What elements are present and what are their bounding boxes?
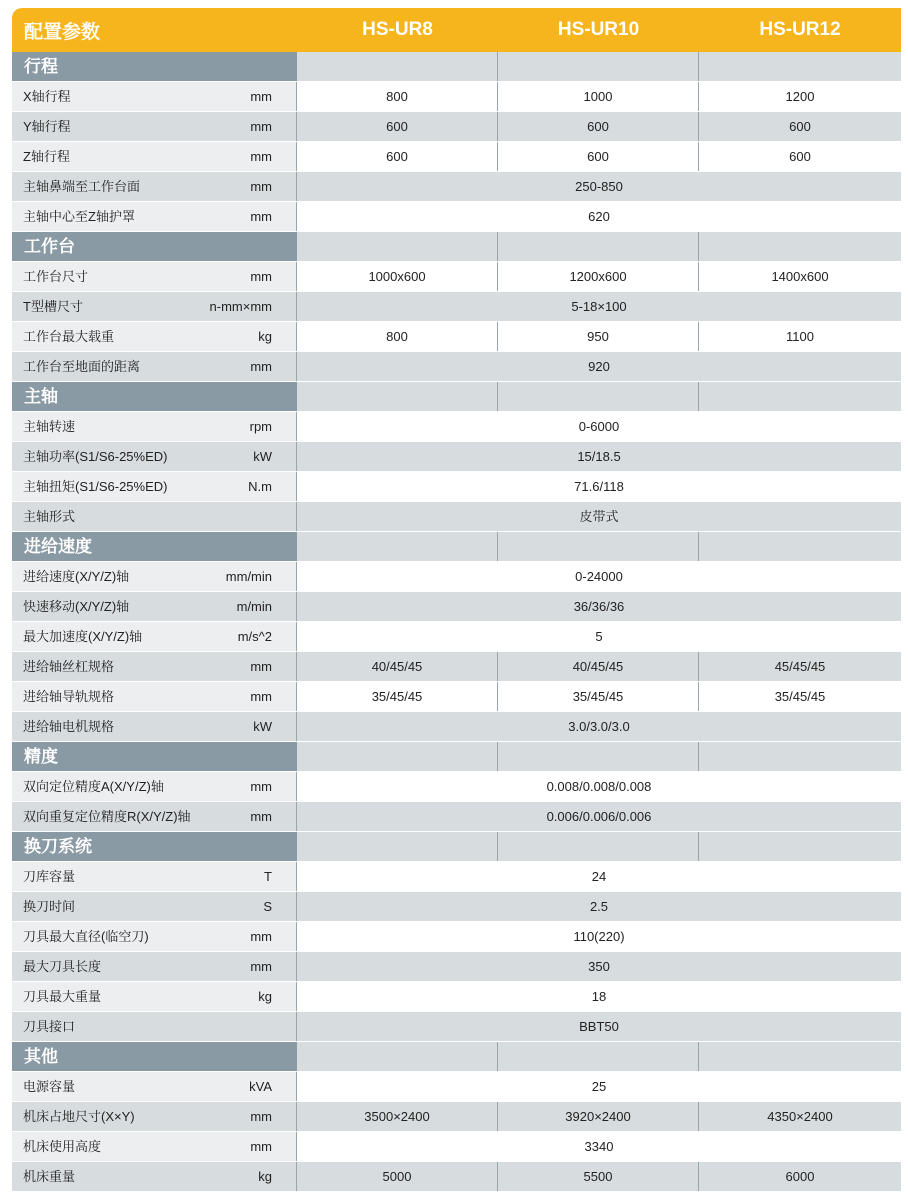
section-header xyxy=(12,232,901,262)
table-row xyxy=(12,772,901,802)
value-cell: 1200 xyxy=(699,82,901,111)
parameter-unit: kVA xyxy=(249,1079,272,1094)
row-values xyxy=(297,82,901,111)
parameter-name: 工作台尺寸 xyxy=(23,269,89,284)
section-header-cell xyxy=(297,742,498,771)
value-cell: 35/45/45 xyxy=(297,682,498,711)
row-values xyxy=(297,1012,901,1041)
table-row xyxy=(12,412,901,442)
row-values xyxy=(297,772,901,801)
row-label xyxy=(12,172,297,201)
table-row xyxy=(12,622,901,652)
section-header-cell xyxy=(498,742,699,771)
row-label xyxy=(12,592,297,621)
table-row xyxy=(12,1012,901,1042)
row-label xyxy=(12,1012,297,1041)
row-label xyxy=(12,352,297,381)
table-row xyxy=(12,472,901,502)
table-row xyxy=(12,1162,901,1192)
value-cell: 1400x600 xyxy=(699,262,901,291)
parameter-unit: rpm xyxy=(249,419,272,434)
row-values xyxy=(297,322,901,351)
row-values xyxy=(297,262,901,291)
row-label xyxy=(12,322,297,351)
value-cell: 40/45/45 xyxy=(498,652,699,681)
parameter-unit: mm xyxy=(250,1139,272,1154)
parameter-unit: mm xyxy=(250,809,272,824)
parameter-name: 主轴转速 xyxy=(23,419,76,434)
parameter-name: 机床占地尺寸(X×Y) xyxy=(23,1109,135,1124)
value-cell: 600 xyxy=(498,142,699,171)
row-values xyxy=(297,982,901,1011)
parameter-unit: mm xyxy=(250,179,272,194)
section-header-fill xyxy=(297,232,901,261)
value-cell: 800 xyxy=(297,82,498,111)
section-header xyxy=(12,532,901,562)
table-row xyxy=(12,172,901,202)
table-row xyxy=(12,1132,901,1162)
table-row xyxy=(12,322,901,352)
value-cell: 35/45/45 xyxy=(699,682,901,711)
section-header-cell xyxy=(297,832,498,861)
row-values xyxy=(297,1072,901,1101)
row-label xyxy=(12,682,297,711)
table-row xyxy=(12,142,901,172)
value-cell-merged: 皮带式 xyxy=(297,502,901,531)
table-row xyxy=(12,952,901,982)
table-row xyxy=(12,1072,901,1102)
section-header-fill xyxy=(297,832,901,861)
value-cell: 600 xyxy=(498,112,699,141)
row-label xyxy=(12,802,297,831)
value-cell-merged: 15/18.5 xyxy=(297,442,901,471)
parameter-name: 刀具接口 xyxy=(23,1019,76,1034)
section-title: 行程 xyxy=(12,52,297,81)
table-row xyxy=(12,862,901,892)
section-header-cell xyxy=(498,52,699,81)
value-cell: 5000 xyxy=(297,1162,498,1191)
parameter-unit: T xyxy=(264,869,272,884)
row-values xyxy=(297,172,901,201)
table-title: 配置参数 xyxy=(24,21,101,43)
section-header-cell xyxy=(699,382,901,411)
row-values xyxy=(297,862,901,891)
table-row xyxy=(12,262,901,292)
row-values xyxy=(297,952,901,981)
section-header-cell xyxy=(297,1042,498,1071)
table-row xyxy=(12,202,901,232)
row-values xyxy=(297,592,901,621)
row-values xyxy=(297,562,901,591)
section-header-fill xyxy=(297,532,901,561)
row-values xyxy=(297,202,901,231)
row-label xyxy=(12,982,297,1011)
parameter-unit: N.m xyxy=(248,479,272,494)
section-header xyxy=(12,1042,901,1072)
row-label xyxy=(12,1102,297,1131)
parameter-name: 主轴中心至Z轴护罩 xyxy=(23,209,135,224)
row-values xyxy=(297,652,901,681)
section-header-cell xyxy=(498,382,699,411)
table-row xyxy=(12,712,901,742)
row-label xyxy=(12,112,297,141)
section-header-cell xyxy=(699,52,901,81)
section-title: 换刀系统 xyxy=(12,832,297,861)
value-cell: 1200x600 xyxy=(498,262,699,291)
section-header-cell xyxy=(297,532,498,561)
table-row xyxy=(12,112,901,142)
value-cell: 40/45/45 xyxy=(297,652,498,681)
parameter-name: 刀具最大重量 xyxy=(23,989,102,1004)
parameter-name: 工作台至地面的距离 xyxy=(23,359,141,374)
value-cell-merged: 36/36/36 xyxy=(297,592,901,621)
row-label xyxy=(12,412,297,441)
parameter-unit: mm xyxy=(250,359,272,374)
parameter-unit: mm xyxy=(250,929,272,944)
row-values xyxy=(297,412,901,441)
row-values xyxy=(297,892,901,921)
table-body xyxy=(12,52,901,1192)
row-values xyxy=(297,442,901,471)
value-cell: 45/45/45 xyxy=(699,652,901,681)
parameter-name: 主轴扭矩(S1/S6-25%ED) xyxy=(23,479,168,494)
section-title: 其他 xyxy=(12,1042,297,1071)
value-cell: 3920×2400 xyxy=(498,1102,699,1131)
value-cell-merged: 620 xyxy=(297,202,901,231)
parameter-unit: S xyxy=(263,899,272,914)
section-header-fill xyxy=(297,1042,901,1071)
row-values xyxy=(297,112,901,141)
value-cell-merged: 24 xyxy=(297,862,901,891)
section-title: 精度 xyxy=(12,742,297,771)
section-header-cell xyxy=(498,532,699,561)
row-label xyxy=(12,562,297,591)
section-header-cell xyxy=(699,232,901,261)
table-row xyxy=(12,892,901,922)
value-cell: 5500 xyxy=(498,1162,699,1191)
parameter-name: 快速移动(X/Y/Z)轴 xyxy=(23,599,130,614)
parameter-unit: m/s^2 xyxy=(237,629,272,644)
value-cell-merged: 3.0/3.0/3.0 xyxy=(297,712,901,741)
value-cell-merged: 5 xyxy=(297,622,901,651)
parameter-unit: mm xyxy=(250,689,272,704)
parameter-unit: mm xyxy=(250,89,272,104)
model-hs-ur12: HS-UR12 xyxy=(759,19,841,40)
model-hs-ur10: HS-UR10 xyxy=(557,19,640,40)
parameter-name: 进给轴丝杠规格 xyxy=(23,659,115,674)
row-values xyxy=(297,472,901,501)
row-label xyxy=(12,772,297,801)
parameter-name: 最大加速度(X/Y/Z)轴 xyxy=(23,629,143,644)
parameter-unit: mm xyxy=(250,1109,272,1124)
value-cell-merged: 3340 xyxy=(297,1132,901,1161)
row-values xyxy=(297,292,901,321)
value-cell-merged: 0-24000 xyxy=(297,562,901,591)
value-cell-merged: 5-18×100 xyxy=(297,292,901,321)
row-values xyxy=(297,622,901,651)
value-cell-merged: BBT50 xyxy=(297,1012,901,1041)
value-cell: 1000x600 xyxy=(297,262,498,291)
parameter-name: 最大刀具长度 xyxy=(23,959,102,974)
value-cell-merged: 18 xyxy=(297,982,901,1011)
section-header-cell xyxy=(498,232,699,261)
value-cell-merged: 2.5 xyxy=(297,892,901,921)
row-label xyxy=(12,202,297,231)
parameter-unit: kW xyxy=(253,449,272,464)
row-label xyxy=(12,82,297,111)
parameter-unit: mm xyxy=(250,149,272,164)
row-label xyxy=(12,142,297,171)
parameter-name: 双向重复定位精度R(X/Y/Z)轴 xyxy=(23,809,191,824)
row-label xyxy=(12,502,297,531)
table-row xyxy=(12,562,901,592)
row-label xyxy=(12,262,297,291)
section-header-cell xyxy=(297,232,498,261)
table-row xyxy=(12,592,901,622)
row-values xyxy=(297,922,901,951)
table-row xyxy=(12,802,901,832)
section-header-cell xyxy=(498,832,699,861)
value-cell: 1100 xyxy=(699,322,901,351)
spec-table xyxy=(12,8,901,1192)
row-label xyxy=(12,1132,297,1161)
value-cell: 3500×2400 xyxy=(297,1102,498,1131)
row-values xyxy=(297,1162,901,1191)
row-values xyxy=(297,682,901,711)
parameter-unit: mm xyxy=(250,959,272,974)
section-header-fill xyxy=(297,742,901,771)
parameter-unit: kW xyxy=(253,719,272,734)
parameter-name: 机床使用高度 xyxy=(23,1139,102,1154)
table-row xyxy=(12,922,901,952)
value-cell: 4350×2400 xyxy=(699,1102,901,1131)
parameter-name: 主轴鼻端至工作台面 xyxy=(23,179,141,194)
section-header-cell xyxy=(699,532,901,561)
section-header xyxy=(12,832,901,862)
value-cell: 600 xyxy=(699,142,901,171)
table-row xyxy=(12,652,901,682)
value-cell: 6000 xyxy=(699,1162,901,1191)
table-row xyxy=(12,1102,901,1132)
section-header-cell xyxy=(699,832,901,861)
row-label xyxy=(12,892,297,921)
section-header-cell xyxy=(498,1042,699,1071)
parameter-name: 双向定位精度A(X/Y/Z)轴 xyxy=(23,779,164,794)
value-cell-merged: 0-6000 xyxy=(297,412,901,441)
row-label xyxy=(12,712,297,741)
section-title: 工作台 xyxy=(12,232,297,261)
section-title: 主轴 xyxy=(12,382,297,411)
parameter-name: T型槽尺寸 xyxy=(23,299,83,314)
model-hs-ur8: HS-UR8 xyxy=(362,19,433,40)
row-values xyxy=(297,1102,901,1131)
value-cell: 950 xyxy=(498,322,699,351)
parameter-name: 主轴功率(S1/S6-25%ED) xyxy=(23,449,168,464)
section-header xyxy=(12,52,901,82)
value-cell: 800 xyxy=(297,322,498,351)
row-values xyxy=(297,1132,901,1161)
row-label xyxy=(12,1162,297,1191)
value-cell: 600 xyxy=(699,112,901,141)
parameter-name: Y轴行程 xyxy=(23,119,71,134)
value-cell-merged: 920 xyxy=(297,352,901,381)
row-values xyxy=(297,502,901,531)
value-cell-merged: 25 xyxy=(297,1072,901,1101)
value-cell-merged: 250-850 xyxy=(297,172,901,201)
row-label xyxy=(12,922,297,951)
section-header-cell xyxy=(699,742,901,771)
parameter-name: 进给速度(X/Y/Z)轴 xyxy=(23,569,130,584)
parameter-name: 工作台最大载重 xyxy=(23,329,115,344)
value-cell-merged: 71.6/118 xyxy=(297,472,901,501)
parameter-unit: mm xyxy=(250,119,272,134)
row-label xyxy=(12,472,297,501)
table-row xyxy=(12,82,901,112)
table-row xyxy=(12,502,901,532)
section-header xyxy=(12,742,901,772)
table-header xyxy=(12,8,901,52)
parameter-unit: n-mm×mm xyxy=(209,299,272,314)
parameter-name: 主轴形式 xyxy=(23,509,76,524)
value-cell: 1000 xyxy=(498,82,699,111)
row-label xyxy=(12,292,297,321)
parameter-name: 进给轴电机规格 xyxy=(23,719,115,734)
table-row xyxy=(12,442,901,472)
parameter-name: 电源容量 xyxy=(23,1079,76,1094)
section-header-cell xyxy=(297,382,498,411)
section-header-cell xyxy=(297,52,498,81)
parameter-name: Z轴行程 xyxy=(23,149,70,164)
row-label xyxy=(12,1072,297,1101)
value-cell-merged: 350 xyxy=(297,952,901,981)
parameter-name: 刀库容量 xyxy=(23,869,76,884)
value-cell-merged: 0.008/0.008/0.008 xyxy=(297,772,901,801)
parameter-name: 进给轴导轨规格 xyxy=(23,689,115,704)
section-header-fill xyxy=(297,382,901,411)
row-values xyxy=(297,712,901,741)
parameter-unit: mm xyxy=(250,659,272,674)
parameter-unit: mm/min xyxy=(225,569,272,584)
row-values xyxy=(297,142,901,171)
table-row xyxy=(12,292,901,322)
parameter-unit: mm xyxy=(250,269,272,284)
section-header xyxy=(12,382,901,412)
parameter-unit: kg xyxy=(258,1169,272,1184)
parameter-unit: m/min xyxy=(236,599,272,614)
row-label xyxy=(12,862,297,891)
value-cell: 35/45/45 xyxy=(498,682,699,711)
row-label xyxy=(12,952,297,981)
row-values xyxy=(297,802,901,831)
table-row xyxy=(12,352,901,382)
section-header-cell xyxy=(699,1042,901,1071)
parameter-name: 机床重量 xyxy=(23,1169,76,1184)
section-title: 进给速度 xyxy=(12,532,297,561)
parameter-unit: kg xyxy=(258,989,272,1004)
value-cell-merged: 0.006/0.006/0.006 xyxy=(297,802,901,831)
value-cell-merged: 110(220) xyxy=(297,922,901,951)
value-cell: 600 xyxy=(297,142,498,171)
row-label xyxy=(12,442,297,471)
section-header-fill xyxy=(297,52,901,81)
parameter-unit: kg xyxy=(258,329,272,344)
table-row xyxy=(12,682,901,712)
value-cell: 600 xyxy=(297,112,498,141)
parameter-name: 换刀时间 xyxy=(23,899,76,914)
parameter-name: 刀具最大直径(临空刀) xyxy=(23,929,149,944)
row-label xyxy=(12,652,297,681)
row-values xyxy=(297,352,901,381)
table-row xyxy=(12,982,901,1012)
parameter-unit: mm xyxy=(250,209,272,224)
parameter-name: X轴行程 xyxy=(23,89,71,104)
row-label xyxy=(12,622,297,651)
parameter-unit: mm xyxy=(250,779,272,794)
